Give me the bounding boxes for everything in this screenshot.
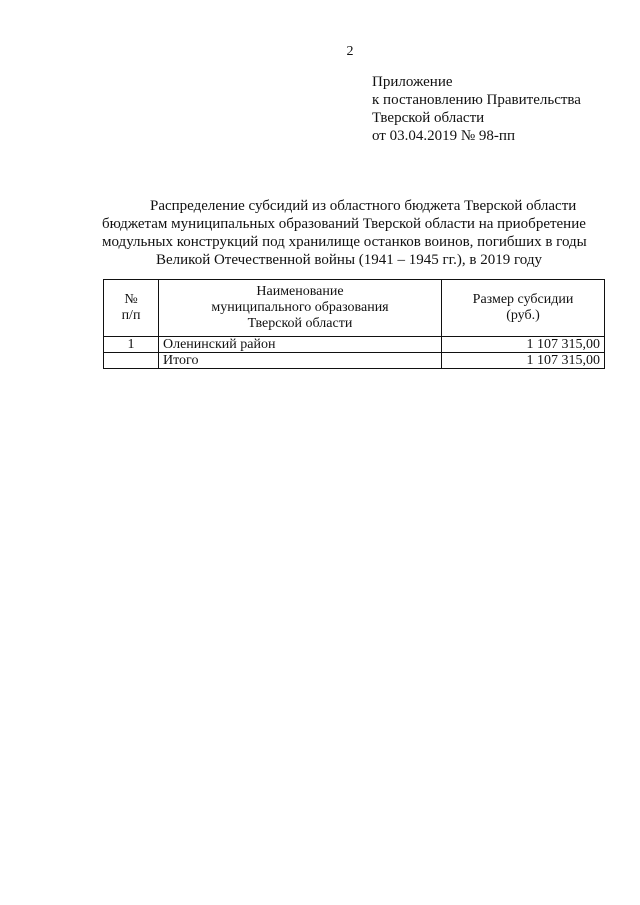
header-sum-line-2: (руб.) xyxy=(506,308,540,323)
title-line-2: бюджетам муниципальных образований Тверской области на приобретение xyxy=(102,216,586,232)
table-row xyxy=(104,337,605,353)
header-name-line-1: Наименование xyxy=(256,284,344,299)
total-num xyxy=(104,353,159,369)
page-number: 2 xyxy=(346,44,354,59)
total-name: Итого xyxy=(159,353,442,369)
table-total-row xyxy=(104,353,605,369)
row-sum: 1 107 315,00 xyxy=(442,337,605,353)
header-sum-line-1: Размер субсидии xyxy=(472,292,574,307)
total-sum: 1 107 315,00 xyxy=(442,353,605,369)
header-num xyxy=(104,280,159,337)
header-name xyxy=(159,280,442,337)
document-title xyxy=(96,197,596,269)
header-num-line-1: № xyxy=(124,292,138,307)
subsidy-table xyxy=(103,279,605,369)
appendix-block xyxy=(372,73,581,145)
header-name-line-2: муниципального образования xyxy=(211,300,389,315)
header-sum xyxy=(442,280,605,337)
appendix-line-4: от 03.04.2019 № 98-пп xyxy=(372,128,515,144)
row-num: 1 xyxy=(104,337,159,353)
appendix-line-1: Приложение xyxy=(372,74,453,90)
row-name: Оленинский район xyxy=(159,337,442,353)
appendix-line-3: Тверской области xyxy=(372,110,485,126)
header-name-line-3: Тверской области xyxy=(247,316,353,331)
title-line-3: модульных конструкций под хранилище останков воинов, погибших в годы xyxy=(102,234,587,250)
title-line-4: Великой Отечественной войны (1941 – 1945 гг.), в 2019 году xyxy=(156,252,542,268)
header-num-line-2: п/п xyxy=(121,308,141,323)
table-header-row xyxy=(104,280,605,337)
appendix-line-2: к постановлению Правительства xyxy=(372,92,581,108)
title-line-1: Распределение субсидий из областного бюджета Тверской области xyxy=(150,198,577,214)
